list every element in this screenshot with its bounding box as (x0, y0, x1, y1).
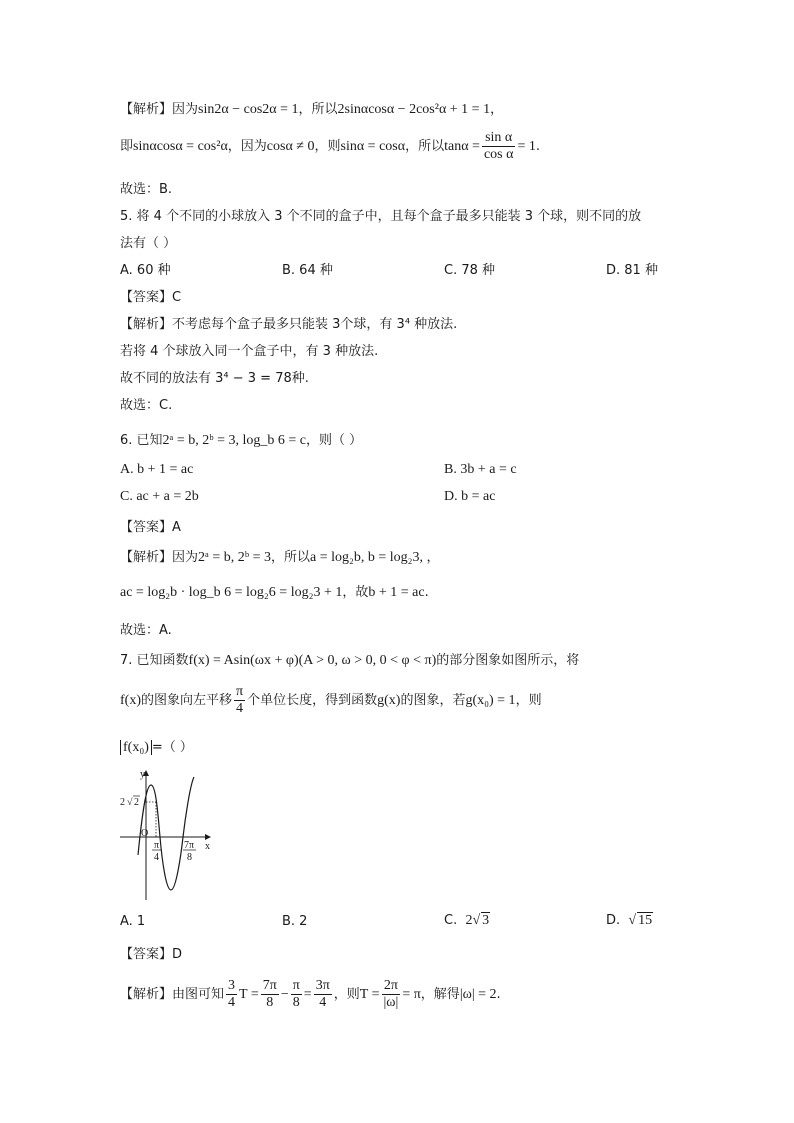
equation: g(x₀) = 1 (465, 693, 516, 708)
q6-option-c: C. ac + a = 2b (120, 489, 199, 504)
numerator: 7π (262, 978, 277, 993)
q5-option-b: B. 64 种 (282, 263, 333, 278)
text: ，解得 (420, 987, 460, 1002)
fraction (261, 978, 279, 1011)
text: 的图象向左平移 (141, 693, 233, 708)
sqrt-sign: √ (472, 913, 481, 928)
denominator: 4 (228, 995, 236, 1010)
text: 因为 (172, 102, 199, 117)
pi78-num: 7π (184, 840, 195, 851)
text: ，所以 (405, 139, 445, 154)
fraction (314, 978, 332, 1011)
q7-option-c (444, 912, 490, 929)
sine-graph (118, 765, 218, 905)
equation: T = (239, 987, 259, 1002)
numerator: 3π (315, 978, 330, 993)
choice-line: 故选：B. (120, 182, 173, 197)
equation: a = log₂b, b = log₂3, (310, 550, 427, 565)
equation: b + 1 = ac (368, 585, 425, 600)
origin-label: O (141, 828, 149, 839)
q5-solution-2: 若将 4 个球放入同一个盒子中，有 3 种放法. (120, 344, 379, 359)
denominator: 8 (292, 995, 300, 1010)
text: ，则（ ） (306, 433, 363, 448)
q5-solution-4: 故选：C. (120, 398, 173, 413)
equation: sinα = cosα (340, 139, 406, 154)
fraction (291, 978, 302, 1011)
q6-answer: 【答案】A (120, 520, 181, 535)
text: ，故 (342, 585, 369, 600)
text: 6. 已知 (120, 433, 163, 448)
q5-answer: 【答案】C (120, 290, 182, 305)
coef: 2 (465, 913, 473, 928)
option-label: D. (606, 913, 621, 928)
text: . (424, 585, 429, 600)
q6-solution-2 (120, 581, 429, 601)
peak-rad: 2 (134, 797, 139, 808)
q7-answer: 【答案】D (120, 947, 183, 962)
q6-option-b: B. 3b + a = c (444, 462, 517, 477)
operator: = (303, 987, 312, 1002)
pi4-num: π (154, 840, 160, 851)
equation: f(x) = Asin(ωx + φ)(A > 0, ω > 0, 0 < φ < π) (188, 653, 437, 668)
q5-solution-3: 故不同的放法有 3⁴ − 3 = 78种. (120, 371, 309, 386)
pi78-den: 8 (187, 852, 192, 863)
equation: = 1 (517, 139, 536, 154)
q7-solution (120, 978, 501, 1011)
operator: − (280, 987, 289, 1002)
q6-option-a: A. b + 1 = ac (120, 462, 194, 477)
label-jiexi: 【解析】 (120, 317, 173, 332)
equation: T = (359, 987, 380, 1002)
text: ，则 (515, 693, 542, 708)
text: ，则 (333, 987, 360, 1002)
text: ，因为 (227, 139, 267, 154)
text: 因为 (172, 550, 199, 565)
q5-option-d: D. 81 种 (606, 263, 658, 278)
equation-abs: f(x₀) (120, 740, 152, 755)
radicand: 15 (638, 913, 653, 928)
text: . (535, 139, 540, 154)
q5-solution-1 (120, 313, 457, 332)
equation: g(x) (377, 693, 401, 708)
denominator: |ω| (383, 995, 399, 1010)
q6-option-d: D. b = ac (444, 489, 496, 504)
text: . (496, 987, 501, 1002)
option-label: C. (444, 913, 458, 928)
equation: = π (402, 987, 421, 1002)
sqrt-sign: √ (628, 913, 637, 928)
label-jiexi: 【解析】 (120, 550, 173, 565)
text: 的图象，若 (400, 693, 466, 708)
q5-option-a: A. 60 种 (120, 263, 171, 278)
q7-option-b: B. 2 (282, 914, 308, 929)
solution-line-2 (120, 130, 540, 163)
pi4-den: 4 (154, 852, 159, 863)
text: ， (490, 102, 504, 117)
q5-option-c: C. 78 种 (444, 263, 496, 278)
equation: cosα ≠ 0 (266, 139, 315, 154)
q7-option-d (606, 912, 653, 929)
text: 即 (120, 139, 134, 154)
numerator: 3 (228, 978, 236, 993)
q7-stem-1 (120, 649, 579, 669)
equation: |ω| = 2 (459, 987, 497, 1002)
label-jiexi: 【解析】 (120, 102, 173, 117)
sqrt-sign: √ (127, 797, 133, 808)
radicand: 3 (482, 913, 490, 928)
text: 的部分图象如图所示，将 (436, 653, 580, 668)
q7-option-a: A. 1 (120, 914, 146, 929)
label-jiexi: 【解析】 (120, 987, 173, 1002)
equation: ac = log₂b · log_b 6 = log₂6 = log₂3 + 1 (120, 585, 343, 600)
text: =（ ） (151, 740, 193, 755)
y-label: y (140, 769, 145, 780)
x-label: x (205, 841, 210, 852)
text: 由图可知 (172, 987, 225, 1002)
q6-stem (120, 429, 362, 449)
equation: f(x) (120, 693, 141, 708)
text: ，所以 (298, 102, 338, 117)
equation: 2ᵃ = b, 2ᵇ = 3 (198, 550, 271, 565)
q5-stem-2: 法有（ ） (120, 236, 177, 251)
numerator: 2π (382, 978, 401, 995)
q7-stem-2 (120, 684, 542, 717)
numerator: π (236, 684, 244, 699)
numerator: π (292, 978, 300, 993)
denominator: 4 (319, 995, 327, 1010)
fraction-sin-cos (482, 130, 516, 163)
equation: sinαcosα = cos²α (133, 139, 228, 154)
equation: tanα = (444, 139, 480, 154)
equation: 2sinαcosα − 2cos²α + 1 = 1 (337, 102, 491, 117)
equation: sin2α − cos2α = 1 (198, 102, 299, 117)
denominator: 4 (236, 701, 244, 716)
equation: 2ᵃ = b, 2ᵇ = 3, log_b 6 = c (162, 433, 306, 448)
fraction-pi-4 (234, 684, 245, 717)
text: 个单位长度，得到函数 (247, 693, 378, 708)
text: 7. 已知函数 (120, 653, 189, 668)
denominator: cos α (483, 147, 514, 162)
text: ，则 (314, 139, 341, 154)
denominator: 8 (266, 995, 274, 1010)
q5-stem-1: 5. 将 4 个不同的小球放入 3 个不同的盒子中，且每个盒子最多只能装 3 个球，则不同的放 (120, 209, 642, 224)
solution-line-1 (120, 98, 503, 118)
q6-solution-3: 故选：A. (120, 623, 172, 638)
q7-stem-3 (120, 736, 193, 756)
text: 不考虑每个盒子最多只能装 3个球，有 3⁴ 种放法. (172, 317, 458, 332)
text: ，所以 (270, 550, 310, 565)
text: ， (426, 550, 440, 565)
numerator: sin α (482, 130, 516, 147)
fraction (382, 978, 401, 1011)
q6-solution-1 (120, 546, 440, 566)
fraction (226, 978, 237, 1011)
peak-coef: 2 (120, 797, 125, 808)
